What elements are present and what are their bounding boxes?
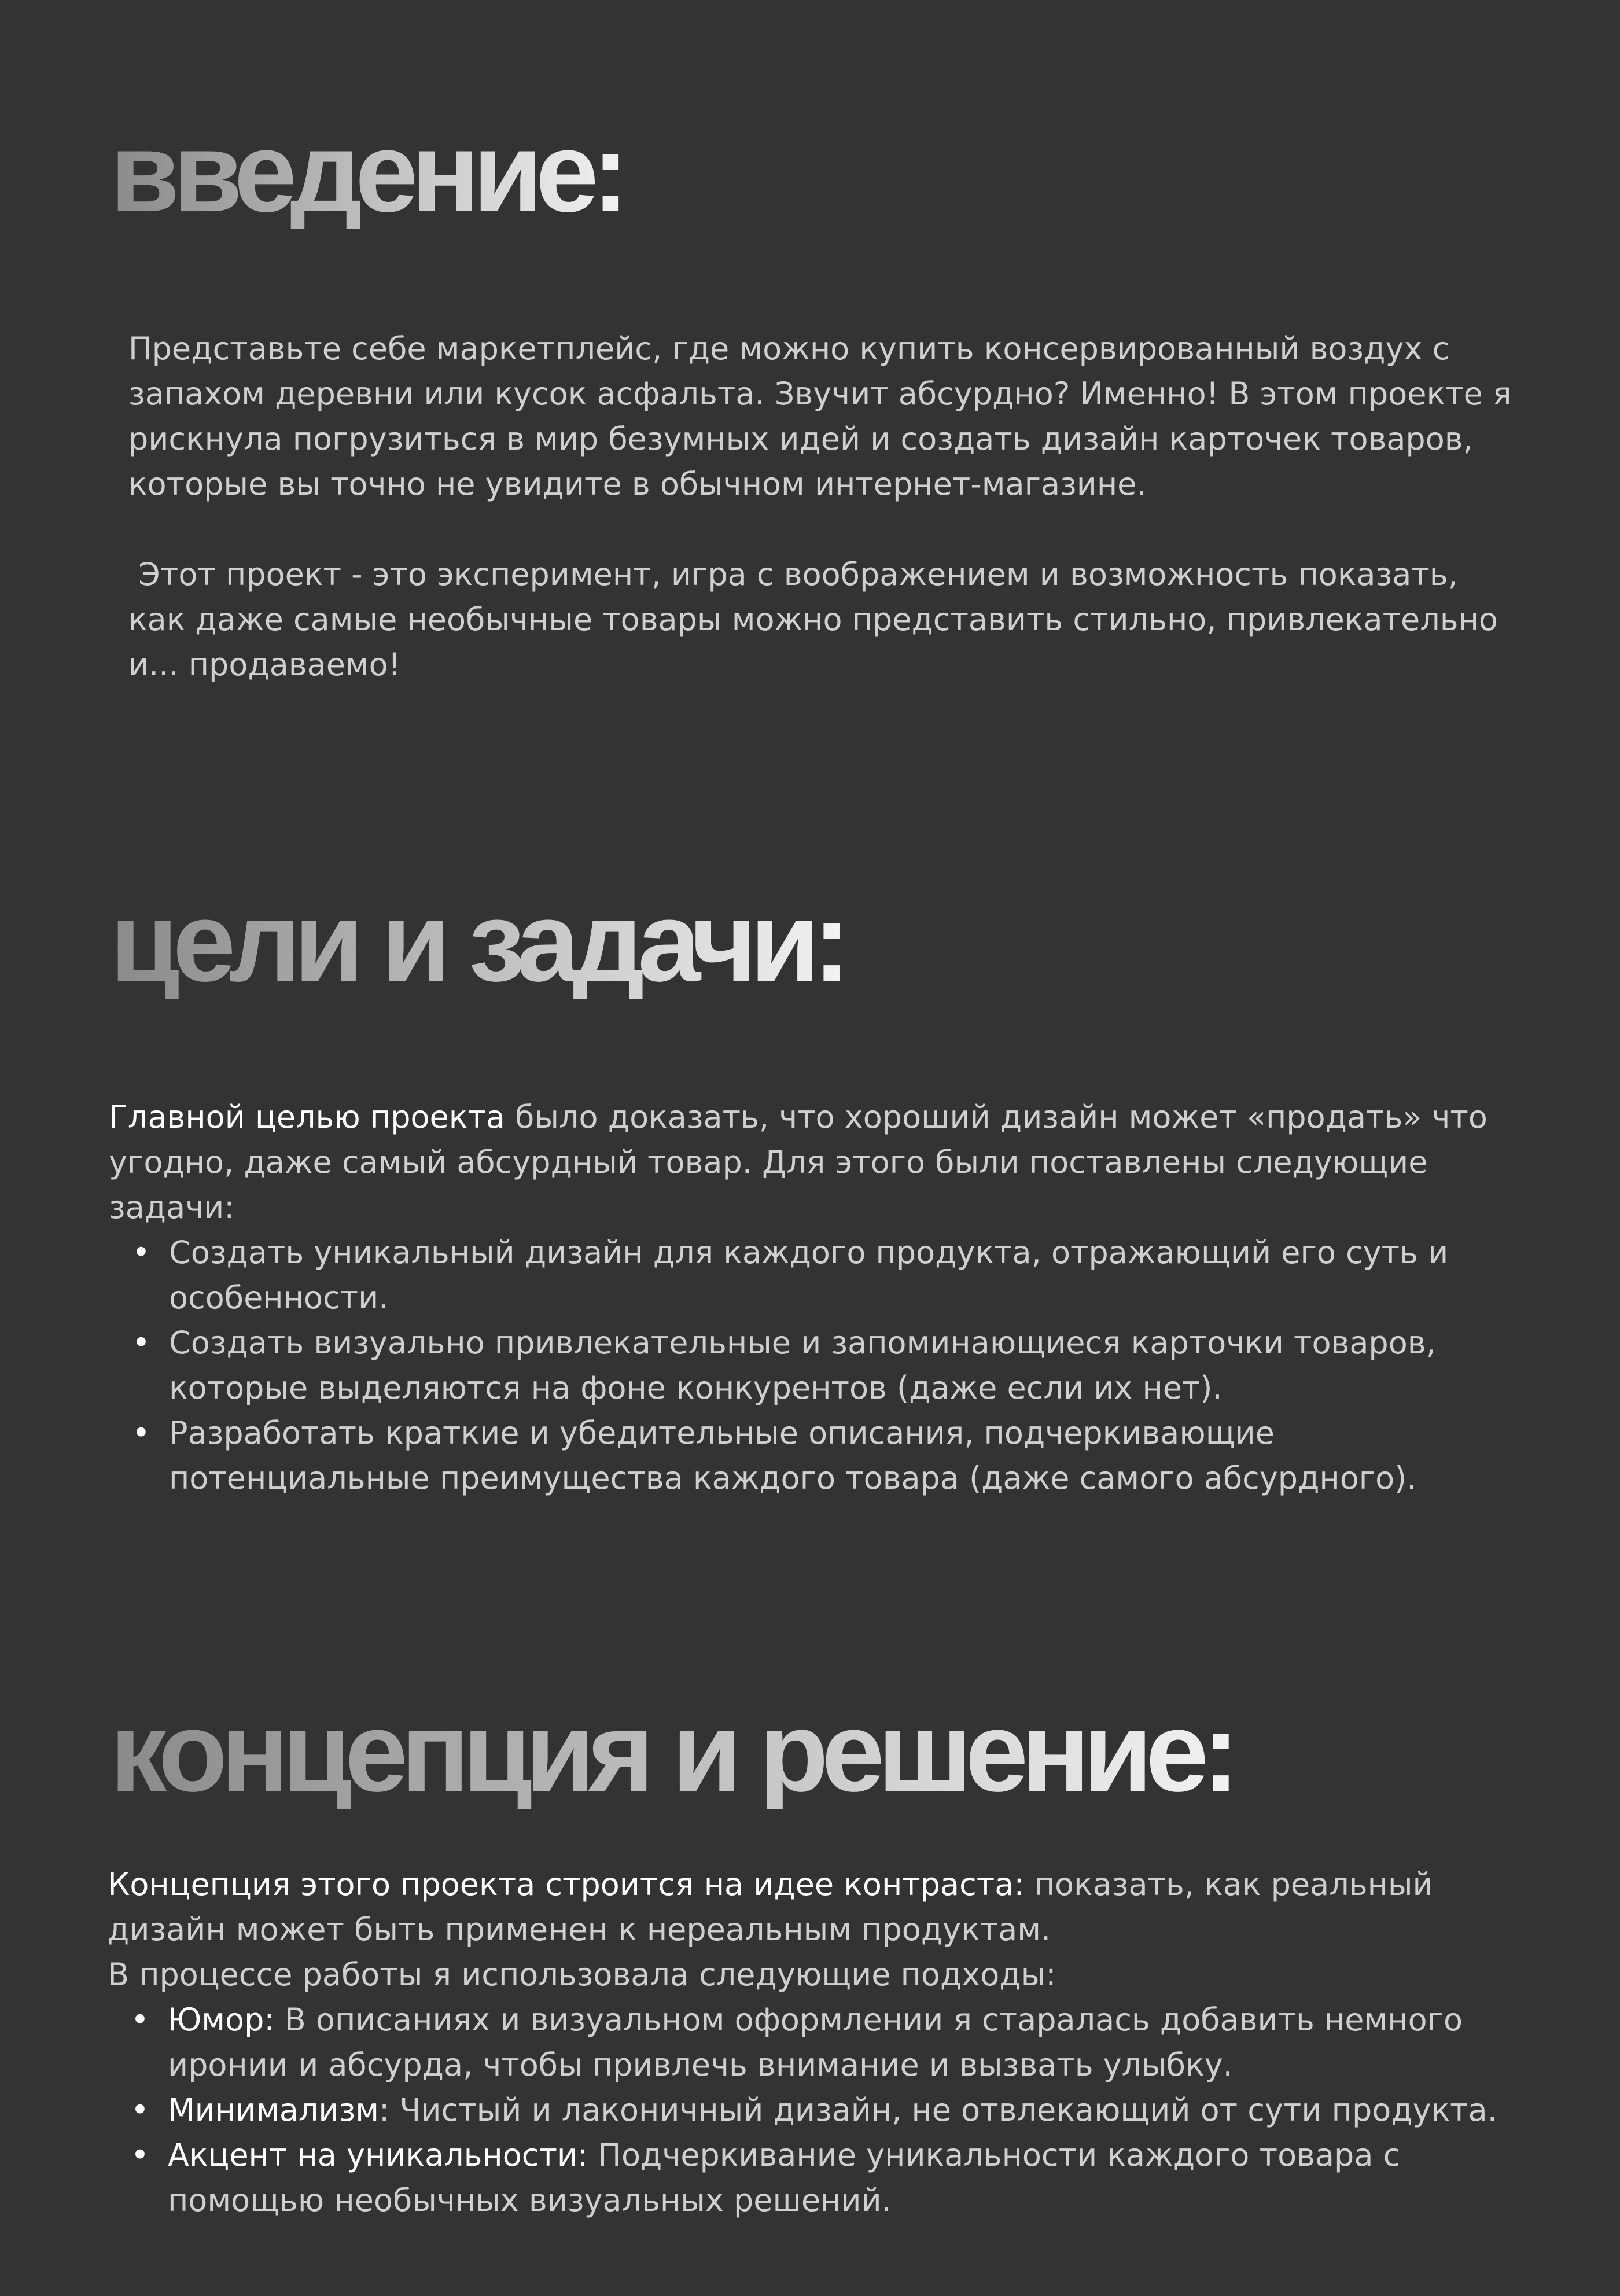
goals-lead-rest: было доказать, что хороший дизайн может «продать» что угодно, даже самый абсурдный товар. Для этого были поставлены следующие задачи: xyxy=(109,1099,1488,1226)
list-item-text: Создать визуально привлекательные и запоминающиеся карточки товаров, которые выделяются на фоне конкурентов (даже если их нет). xyxy=(169,1324,1436,1406)
intro-paragraph-2: Этот проект - это эксперимент, игра с воображением и возможность показать, как даже самые необычные товары можно представить стильно, привлекательно и... продаваемо! xyxy=(128,556,1508,683)
concept-heading: концепция и решение: xyxy=(110,1688,1233,1815)
concept-lead-paragraph xyxy=(108,1862,1496,1997)
approach-text: Подчеркивание уникальности каждого товара с помощью необычных визуальных решений. xyxy=(168,2137,1401,2218)
concept-lead-strong: Концепция этого проекта строится на идее контраста: xyxy=(108,1866,1025,1903)
intro-heading: введение: xyxy=(110,109,623,236)
concept-approach-list xyxy=(108,1997,1508,2223)
goals-task-list xyxy=(109,1230,1509,1501)
list-item-text: Разработать краткие и убедительные описания, подчеркивающие потенциальные преимущества каждого товара (даже самого абсурдного). xyxy=(169,1415,1417,1496)
goals-heading: цели и задачи: xyxy=(110,878,844,1005)
concept-approaches-intro: В процессе работы я использовала следующие подходы: xyxy=(108,1956,1056,1993)
list-item xyxy=(108,2088,1508,2133)
approach-title: Юмор: xyxy=(168,2001,275,2038)
bullet-icon: • xyxy=(132,1324,150,1361)
approach-text: : Чистый и лаконичный дизайн, не отвлекающий от сути продукта. xyxy=(378,2092,1497,2128)
list-item xyxy=(108,1997,1508,2088)
approach-title: Акцент на уникальности: xyxy=(168,2137,588,2173)
goals-lead-strong: Главной целью проекта xyxy=(109,1099,505,1135)
bullet-icon: • xyxy=(132,1415,150,1451)
bullet-icon: • xyxy=(131,2001,149,2038)
list-item xyxy=(109,1320,1509,1411)
bullet-icon: • xyxy=(131,2092,149,2128)
list-item-text: Создать уникальный дизайн для каждого продукта, отражающий его суть и особенности. xyxy=(169,1234,1449,1316)
concept-lead-rest: показать, как реальный дизайн может быть применен к нереальным продуктам. xyxy=(108,1866,1433,1948)
list-item xyxy=(108,2133,1508,2223)
list-item xyxy=(109,1230,1509,1320)
bullet-icon: • xyxy=(131,2137,149,2173)
goals-lead-paragraph xyxy=(109,1095,1497,1230)
intro-paragraph-1: Представьте себе маркетплейс, где можно купить консервированный воздух с запахом деревни или кусок асфальта. Звучит абсурдно? Именно! В этом проекте я рискнула погрузиться в мир безумных идей и создать дизайн карточек товаров, которые вы точно не увидите в обычном интернет-магазине. xyxy=(128,330,1512,502)
list-item xyxy=(109,1411,1509,1501)
bullet-icon: • xyxy=(132,1234,150,1271)
approach-text: В описаниях и визуальном оформлении я старалась добавить немного иронии и абсурда, чтобы привлечь внимание и вызвать улыбку. xyxy=(168,2001,1463,2083)
approach-title: Минимализм xyxy=(168,2092,379,2128)
